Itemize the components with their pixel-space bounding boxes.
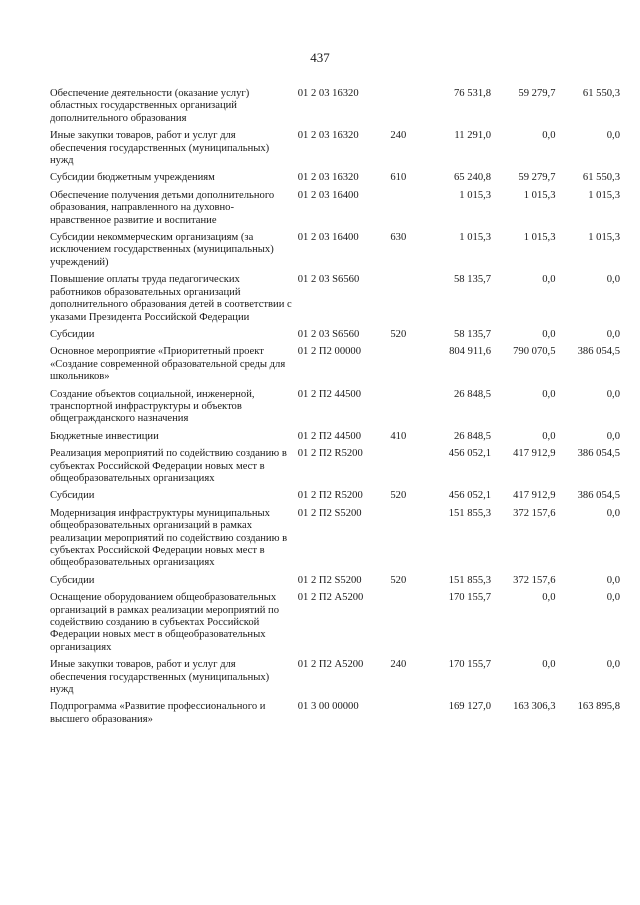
budget-table-body bbox=[50, 88, 620, 731]
row-expense-type: 240 bbox=[390, 659, 407, 671]
row-expense-type bbox=[390, 389, 414, 431]
row-expense-type: 520 bbox=[390, 490, 407, 502]
row-value-year-3: 0,0 bbox=[606, 130, 620, 142]
row-code: 01 3 00 00000 bbox=[297, 701, 359, 713]
row-value-year-2: 163 306,3 bbox=[513, 701, 556, 713]
row-expense-type bbox=[390, 190, 414, 232]
table-row bbox=[50, 490, 620, 507]
row-value-year-3: 0,0 bbox=[606, 430, 620, 442]
table-row bbox=[50, 190, 620, 232]
row-code: 01 2 03 16320 bbox=[297, 88, 359, 99]
row-name: Создание объектов социальной, инженерной, транспортной инфраструктуры и объектов общегражданского назначения bbox=[50, 388, 255, 425]
row-expense-type bbox=[390, 508, 414, 575]
row-value-year-3: 386 054,5 bbox=[577, 490, 620, 502]
row-value-year-3: 386 054,5 bbox=[577, 448, 620, 460]
row-code: 01 2 03 16400 bbox=[297, 189, 359, 201]
row-value-year-1: 1 015,3 bbox=[459, 232, 492, 244]
row-value-year-2: 417 912,9 bbox=[513, 448, 556, 460]
row-value-year-1: 58 135,7 bbox=[453, 274, 492, 286]
row-value-year-2: 59 279,7 bbox=[518, 172, 556, 184]
table-row bbox=[50, 346, 620, 388]
page-number: 437 bbox=[310, 50, 330, 65]
table-row bbox=[50, 659, 620, 701]
table-row bbox=[50, 172, 620, 189]
row-expense-type bbox=[390, 274, 414, 329]
row-value-year-3: 1 015,3 bbox=[588, 189, 620, 201]
row-value-year-1: 26 848,5 bbox=[453, 430, 492, 442]
table-row bbox=[50, 508, 620, 575]
row-name: Основное мероприятие «Приоритетный проект «Создание современной образовательной среды для школьников» bbox=[50, 346, 286, 383]
row-code: 01 2 П2 A5200 bbox=[297, 592, 364, 604]
row-value-year-2: 0,0 bbox=[542, 430, 556, 442]
row-value-year-2: 372 157,6 bbox=[513, 574, 556, 586]
table-row bbox=[50, 130, 620, 172]
row-value-year-3: 163 895,8 bbox=[577, 701, 620, 713]
table-row bbox=[50, 701, 620, 731]
row-value-year-3: 0,0 bbox=[606, 388, 620, 400]
row-expense-type bbox=[390, 346, 414, 388]
row-expense-type: 240 bbox=[390, 130, 407, 142]
row-value-year-2: 0,0 bbox=[542, 659, 556, 671]
row-value-year-2: 417 912,9 bbox=[513, 490, 556, 502]
row-value-year-3: 1 015,3 bbox=[588, 232, 620, 244]
row-value-year-3: 386 054,5 bbox=[577, 346, 620, 358]
row-expense-type: 610 bbox=[390, 172, 407, 184]
row-name: Обеспечение деятельности (оказание услуг) областных государственных организаций дополнительного образования bbox=[50, 88, 250, 124]
row-name: Субсидии бюджетным учреждениям bbox=[50, 172, 215, 184]
row-value-year-2: 0,0 bbox=[542, 130, 556, 142]
row-code: 01 2 П2 S5200 bbox=[297, 507, 362, 519]
row-code: 01 2 П2 R5200 bbox=[297, 448, 363, 460]
row-value-year-3: 0,0 bbox=[606, 507, 620, 519]
row-code: 01 2 03 S6560 bbox=[297, 328, 360, 340]
row-value-year-1: 456 052,1 bbox=[448, 490, 492, 502]
row-code: 01 2 03 16320 bbox=[297, 130, 359, 142]
row-value-year-1: 26 848,5 bbox=[453, 388, 492, 400]
row-code: 01 2 П2 R5200 bbox=[297, 490, 363, 502]
row-code: 01 2 П2 A5200 bbox=[297, 659, 364, 671]
row-value-year-1: 170 155,7 bbox=[448, 592, 492, 604]
row-expense-type bbox=[390, 448, 414, 490]
table-row bbox=[50, 575, 620, 592]
row-expense-type bbox=[390, 592, 414, 659]
row-name: Иные закупки товаров, работ и услуг для обеспечения государственных (муниципальных) нужд bbox=[50, 130, 270, 167]
table-row bbox=[50, 88, 620, 130]
row-value-year-1: 151 855,3 bbox=[448, 574, 492, 586]
row-name: Реализация мероприятий по содействию созданию в субъектах Российской Федерации новых мест в общеобразовательных организациях bbox=[50, 448, 287, 484]
row-name: Субсидии bbox=[50, 490, 95, 502]
row-name: Иные закупки товаров, работ и услуг для обеспечения государственных (муниципальных) нужд bbox=[50, 659, 270, 696]
row-value-year-2: 372 157,6 bbox=[513, 507, 556, 519]
row-value-year-1: 170 155,7 bbox=[448, 659, 492, 671]
row-value-year-3: 0,0 bbox=[606, 659, 620, 671]
row-value-year-2: 0,0 bbox=[542, 328, 556, 340]
row-value-year-2: 0,0 bbox=[542, 592, 556, 604]
row-expense-type bbox=[390, 88, 414, 130]
row-value-year-1: 76 531,8 bbox=[453, 88, 492, 99]
row-value-year-3: 61 550,3 bbox=[582, 88, 620, 99]
table-row bbox=[50, 431, 620, 448]
row-value-year-2: 790 070,5 bbox=[513, 346, 556, 358]
row-value-year-3: 0,0 bbox=[606, 592, 620, 604]
row-value-year-1: 1 015,3 bbox=[459, 189, 492, 201]
row-code: 01 2 П2 44500 bbox=[297, 388, 362, 400]
row-expense-type: 630 bbox=[390, 232, 407, 244]
table-row bbox=[50, 448, 620, 490]
table-row bbox=[50, 232, 620, 274]
row-expense-type: 520 bbox=[390, 574, 407, 586]
row-name: Субсидии bbox=[50, 574, 95, 586]
row-name: Субсидии некоммерческим организациям (за исключением государственных (муниципальных) учреждений) bbox=[50, 232, 274, 268]
row-name: Повышение оплаты труда педагогических работников образовательных организаций дополнительного образования детей в соответствии с указами Президента Российской Федерации bbox=[50, 274, 292, 323]
table-row bbox=[50, 329, 620, 346]
table-row bbox=[50, 389, 620, 431]
table-row bbox=[50, 274, 620, 329]
budget-table bbox=[50, 88, 620, 731]
row-value-year-1: 58 135,7 bbox=[453, 328, 492, 340]
row-name: Обеспечение получения детьми дополнительного образования, направленного на духовно-нравственное развитие и воспитание bbox=[50, 189, 275, 226]
row-code: 01 2 П2 44500 bbox=[297, 430, 362, 442]
row-value-year-3: 0,0 bbox=[606, 574, 620, 586]
row-code: 01 2 03 S6560 bbox=[297, 274, 360, 286]
row-value-year-1: 804 911,6 bbox=[449, 346, 492, 358]
row-code: 01 2 03 16400 bbox=[297, 232, 359, 244]
row-code: 01 2 03 16320 bbox=[297, 172, 359, 184]
row-name: Модернизация инфраструктуры муниципальных общеобразовательных организаций в рамках реализации мероприятий по содействию созданию в субъектах Российской Федерации новых мест в общеобразовательных организациях bbox=[50, 507, 288, 569]
row-value-year-1: 151 855,3 bbox=[448, 507, 492, 519]
row-value-year-3: 61 550,3 bbox=[582, 172, 620, 184]
row-name: Оснащение оборудованием общеобразовательных организаций в рамках реализации мероприятий по содействию созданию в субъектах Российской Федерации новых мест в общеобразовательных организациях bbox=[50, 592, 280, 653]
row-code: 01 2 П2 S5200 bbox=[297, 574, 362, 586]
row-expense-type: 410 bbox=[390, 430, 407, 442]
row-name: Бюджетные инвестиции bbox=[50, 430, 159, 442]
row-value-year-2: 1 015,3 bbox=[523, 189, 556, 201]
row-value-year-1: 65 240,8 bbox=[453, 172, 492, 184]
row-name: Субсидии bbox=[50, 328, 95, 340]
row-value-year-1: 169 127,0 bbox=[448, 701, 492, 713]
row-value-year-1: 11 291,0 bbox=[454, 130, 492, 142]
row-code: 01 2 П2 00000 bbox=[297, 346, 362, 358]
row-value-year-2: 0,0 bbox=[542, 388, 556, 400]
row-value-year-2: 0,0 bbox=[542, 274, 556, 286]
row-value-year-3: 0,0 bbox=[606, 328, 620, 340]
table-row bbox=[50, 592, 620, 659]
row-value-year-1: 456 052,1 bbox=[448, 448, 492, 460]
row-expense-type: 520 bbox=[390, 328, 407, 340]
row-expense-type bbox=[390, 701, 414, 731]
row-value-year-3: 0,0 bbox=[606, 274, 620, 286]
row-name: Подпрограмма «Развитие профессионального и высшего образования» bbox=[50, 701, 266, 725]
row-value-year-2: 59 279,7 bbox=[518, 88, 556, 99]
row-value-year-2: 1 015,3 bbox=[523, 232, 556, 244]
